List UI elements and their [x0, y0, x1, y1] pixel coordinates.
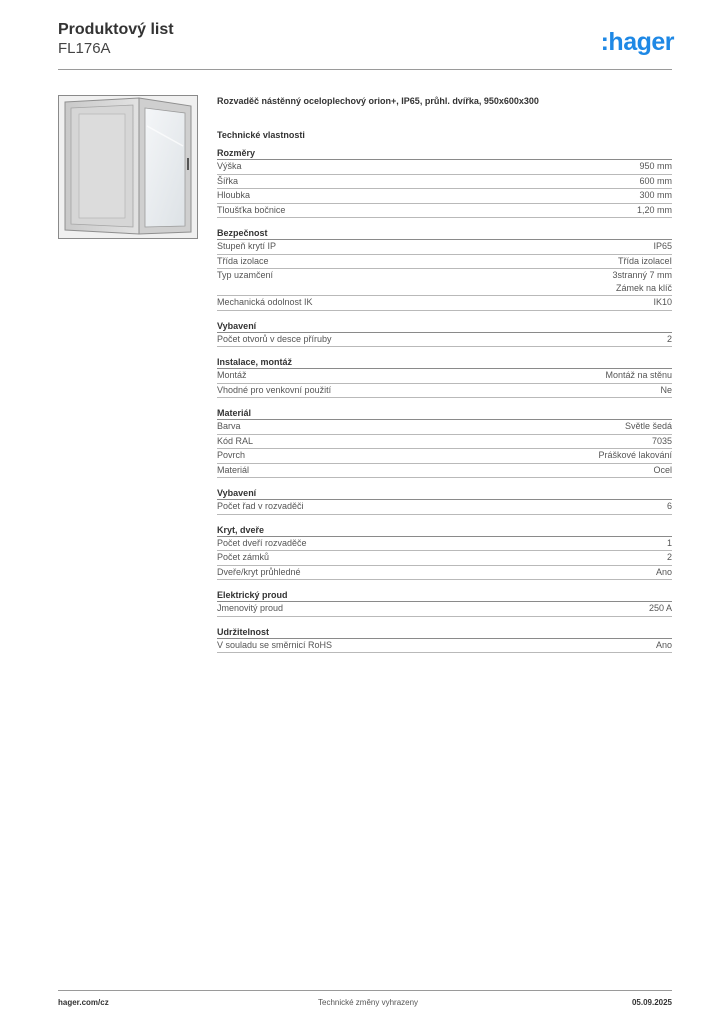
property-label: Montáž	[217, 370, 247, 380]
property-value-line: 6	[666, 501, 672, 511]
property-section	[217, 407, 672, 478]
property-row	[217, 500, 672, 515]
property-value-line: Třída izolaceI	[617, 255, 672, 266]
property-value-line: 7035	[651, 435, 672, 446]
property-row	[217, 420, 672, 435]
property-label: Jmenovitý proud	[217, 603, 284, 613]
property-row	[217, 255, 672, 270]
section-title: Elektrický proud	[217, 589, 672, 602]
property-label: Počet otvorů v desce příruby	[217, 333, 332, 344]
property-row	[217, 602, 672, 617]
property-value	[667, 551, 672, 564]
property-row	[217, 269, 672, 296]
property-value-line: Montáž na stěnu	[605, 370, 672, 380]
property-value	[649, 602, 672, 615]
property-section	[217, 147, 672, 218]
property-row	[217, 639, 672, 654]
property-label: Materiál	[217, 464, 250, 475]
property-row	[217, 369, 672, 384]
property-row	[217, 384, 672, 399]
property-row	[217, 551, 672, 566]
property-value	[660, 384, 672, 397]
property-value	[667, 537, 672, 550]
property-label: Kód RAL	[217, 435, 254, 446]
property-value	[639, 160, 672, 173]
property-label: Dveře/kryt průhledné	[217, 566, 301, 577]
property-row	[217, 296, 672, 311]
property-row	[217, 160, 672, 175]
property-row	[217, 240, 672, 255]
section-title: Rozměry	[217, 147, 672, 160]
property-value-line: Práškové lakování	[598, 450, 672, 460]
property-value	[637, 204, 672, 217]
product-description: Rozvaděč nástěnný oceloplechový orion+, IP65, průhl. dvířka, 950x600x300	[217, 96, 539, 106]
property-value	[653, 464, 672, 477]
product-code: FL176A	[58, 40, 111, 57]
cabinet-illustration	[59, 96, 197, 238]
property-row	[217, 435, 672, 450]
property-value	[618, 255, 672, 268]
property-row	[217, 449, 672, 464]
property-section	[217, 227, 672, 311]
section-title: Materiál	[217, 407, 672, 420]
property-value-line: 950 mm	[639, 161, 672, 171]
content-area	[217, 96, 672, 653]
property-label: Hloubka	[217, 190, 251, 200]
property-section	[217, 487, 672, 515]
section-title: Kryt, dveře	[217, 524, 672, 537]
property-label: Počet zámků	[217, 552, 270, 562]
hager-logo: :hager	[600, 28, 674, 56]
property-label: Typ uzamčení	[217, 270, 274, 280]
property-row	[217, 537, 672, 552]
property-value-line: IP65	[653, 241, 672, 251]
section-title: Instalace, montáž	[217, 356, 672, 369]
property-value	[667, 500, 672, 513]
property-value-line: 1,20 mm	[636, 204, 672, 215]
property-value	[639, 189, 672, 202]
property-value	[653, 240, 672, 253]
property-value-line: IK10	[653, 297, 672, 307]
property-value	[625, 420, 672, 433]
footer-notice: Technické změny vyhrazeny	[318, 998, 419, 1007]
property-label: Počet řad v rozvaděči	[217, 501, 304, 511]
property-value-line: 600 mm	[639, 175, 672, 186]
property-row	[217, 333, 672, 348]
property-value-line: 250 A	[648, 603, 672, 613]
property-section	[217, 589, 672, 617]
property-label: Stupeň krytí IP	[217, 241, 277, 251]
product-image	[58, 95, 198, 239]
footer-divider	[58, 990, 672, 991]
property-section	[217, 626, 672, 654]
property-value	[639, 175, 672, 188]
footer-date: 05.09.2025	[631, 998, 672, 1007]
property-value-line: 300 mm	[639, 190, 672, 200]
section-title: Bezpečnost	[217, 227, 672, 240]
property-label: V souladu se směrnicí RoHS	[217, 639, 333, 650]
property-value-line: Ocel	[653, 464, 672, 475]
property-value-line: Zámek na klíč	[615, 283, 672, 293]
property-value-line: 3stranný 7 mm	[612, 270, 672, 280]
property-value	[652, 435, 672, 448]
footer-website[interactable]: hager.com/cz	[58, 998, 109, 1007]
property-row	[217, 204, 672, 219]
property-value-line: 1	[666, 537, 672, 548]
property-row	[217, 464, 672, 479]
property-value	[656, 566, 672, 579]
property-label: Mechanická odolnost IK	[217, 297, 313, 307]
property-value-line: Světle šedá	[624, 421, 672, 431]
tech-properties-heading: Technické vlastnosti	[217, 130, 305, 140]
property-section	[217, 320, 672, 348]
property-section	[217, 524, 672, 581]
property-value	[667, 333, 672, 346]
property-value-line: 2	[666, 552, 672, 562]
property-label: Počet dveří rozvaděče	[217, 537, 307, 548]
property-label: Výška	[217, 161, 242, 171]
property-row	[217, 566, 672, 581]
property-value	[612, 269, 672, 295]
property-row	[217, 189, 672, 204]
header-divider	[58, 69, 672, 70]
property-section	[217, 356, 672, 398]
property-label: Barva	[217, 421, 241, 431]
property-row	[217, 175, 672, 190]
property-value-line: Ano	[655, 566, 672, 577]
property-label: Tloušťka bočnice	[217, 204, 286, 215]
property-value	[598, 449, 672, 462]
property-label: Šířka	[217, 175, 239, 186]
page-title: Produktový list	[58, 21, 174, 38]
property-value	[656, 639, 672, 652]
property-label: Třída izolace	[217, 255, 269, 266]
property-value	[653, 296, 672, 309]
property-value-line: Ne	[660, 384, 672, 395]
property-label: Povrch	[217, 450, 246, 460]
properties-list	[217, 147, 672, 653]
property-label: Vhodné pro venkovní použití	[217, 384, 332, 395]
section-title: Vybavení	[217, 487, 672, 500]
property-value-line: Ano	[655, 639, 672, 650]
property-value	[605, 369, 672, 382]
property-value-line: 2	[666, 333, 672, 344]
section-title: Vybavení	[217, 320, 672, 333]
section-title: Udržitelnost	[217, 626, 672, 639]
